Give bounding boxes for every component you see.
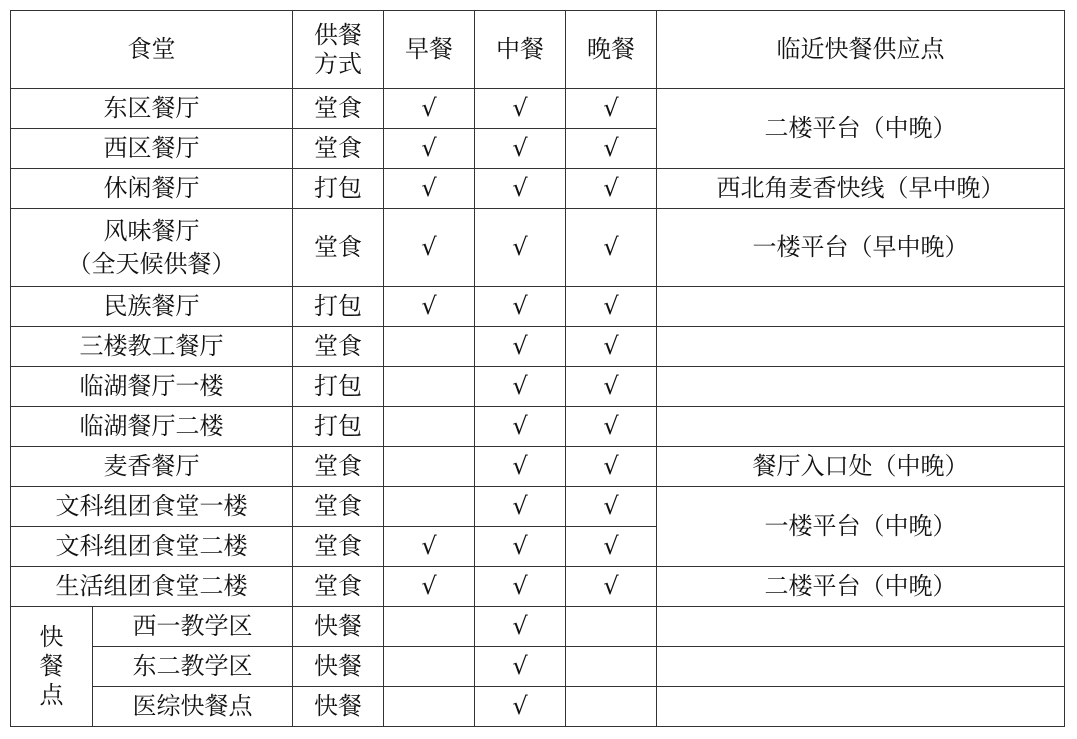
dinner-check-empty xyxy=(566,607,657,647)
dinner-check: √ xyxy=(566,327,657,367)
fast-food-label-char-3: 点 xyxy=(39,680,64,709)
nearby-point-empty xyxy=(657,687,1065,727)
fast-food-label-char-2: 餐 xyxy=(39,652,64,681)
serving-method: 快餐 xyxy=(293,647,384,687)
lunch-check: √ xyxy=(475,209,566,287)
serving-method: 打包 xyxy=(293,287,384,327)
serving-method: 堂食 xyxy=(293,567,384,607)
fast-food-name: 西一教学区 xyxy=(93,607,293,647)
header-canteen: 食堂 xyxy=(11,11,293,89)
table-row xyxy=(11,607,1065,647)
breakfast-check xyxy=(384,447,475,487)
serving-method: 快餐 xyxy=(293,607,384,647)
dinner-check: √ xyxy=(566,89,657,129)
nearby-point-empty xyxy=(657,647,1065,687)
canteen-name-line1: 风味餐厅 xyxy=(103,216,200,245)
nearby-point-empty xyxy=(657,367,1065,407)
lunch-check: √ xyxy=(475,647,566,687)
breakfast-check-empty xyxy=(384,607,475,647)
table-row xyxy=(11,487,1065,527)
dinner-check: √ xyxy=(566,527,657,567)
dinner-check-empty xyxy=(566,687,657,727)
lunch-check: √ xyxy=(475,687,566,727)
serving-method: 堂食 xyxy=(293,89,384,129)
nearby-point-empty xyxy=(657,607,1065,647)
serving-method: 堂食 xyxy=(293,447,384,487)
serving-method: 打包 xyxy=(293,407,384,447)
dinner-check: √ xyxy=(566,567,657,607)
table-row xyxy=(11,287,1065,327)
header-nearby: 临近快餐供应点 xyxy=(657,11,1065,89)
breakfast-check: √ xyxy=(384,567,475,607)
breakfast-check: √ xyxy=(384,89,475,129)
breakfast-check xyxy=(384,487,475,527)
lunch-check: √ xyxy=(475,89,566,129)
nearby-point: 一楼平台（早中晚） xyxy=(657,209,1065,287)
header-method-line1: 供餐 xyxy=(314,20,362,49)
serving-method: 打包 xyxy=(293,367,384,407)
canteen-name: 文科组团食堂一楼 xyxy=(11,487,293,527)
dinner-check: √ xyxy=(566,209,657,287)
lunch-check: √ xyxy=(475,367,566,407)
canteen-name: 麦香餐厅 xyxy=(11,447,293,487)
serving-method: 堂食 xyxy=(293,527,384,567)
breakfast-check xyxy=(384,327,475,367)
breakfast-check-empty xyxy=(384,687,475,727)
lunch-check: √ xyxy=(475,129,566,169)
dinner-check: √ xyxy=(566,447,657,487)
lunch-check: √ xyxy=(475,527,566,567)
serving-method: 堂食 xyxy=(293,487,384,527)
lunch-check: √ xyxy=(475,407,566,447)
header-method-line2: 方式 xyxy=(314,49,362,78)
table-row xyxy=(11,89,1065,129)
lunch-check: √ xyxy=(475,487,566,527)
canteen-name: 临湖餐厅一楼 xyxy=(11,367,293,407)
dinner-check: √ xyxy=(566,129,657,169)
breakfast-check: √ xyxy=(384,129,475,169)
lunch-check: √ xyxy=(475,169,566,209)
nearby-point-empty xyxy=(657,287,1065,327)
breakfast-check-empty xyxy=(384,647,475,687)
table-row xyxy=(11,647,1065,687)
lunch-check: √ xyxy=(475,447,566,487)
nearby-point: 二楼平台（中晚） xyxy=(657,89,1065,169)
table-row xyxy=(11,169,1065,209)
serving-method: 堂食 xyxy=(293,209,384,287)
dinner-check: √ xyxy=(566,487,657,527)
dinner-check: √ xyxy=(566,407,657,447)
nearby-point: 二楼平台（中晚） xyxy=(657,567,1065,607)
lunch-check: √ xyxy=(475,607,566,647)
canteen-name: 民族餐厅 xyxy=(11,287,293,327)
table-row xyxy=(11,447,1065,487)
canteen-schedule-table xyxy=(10,10,1065,727)
nearby-point: 餐厅入口处（中晚） xyxy=(657,447,1065,487)
table-row xyxy=(11,367,1065,407)
canteen-name: 休闲餐厅 xyxy=(11,169,293,209)
nearby-point-empty xyxy=(657,407,1065,447)
nearby-point: 一楼平台（中晚） xyxy=(657,487,1065,567)
canteen-name: 东区餐厅 xyxy=(11,89,293,129)
table-row xyxy=(11,327,1065,367)
lunch-check: √ xyxy=(475,327,566,367)
lunch-check: √ xyxy=(475,287,566,327)
nearby-point: 西北角麦香快线（早中晚） xyxy=(657,169,1065,209)
serving-method: 堂食 xyxy=(293,129,384,169)
table-row xyxy=(11,407,1065,447)
fast-food-name: 东二教学区 xyxy=(93,647,293,687)
breakfast-check: √ xyxy=(384,169,475,209)
nearby-point-empty xyxy=(657,327,1065,367)
breakfast-check: √ xyxy=(384,287,475,327)
table-row xyxy=(11,209,1065,287)
lunch-check: √ xyxy=(475,567,566,607)
breakfast-check: √ xyxy=(384,209,475,287)
table-row xyxy=(11,567,1065,607)
fast-food-label-char-1: 快 xyxy=(39,623,64,652)
dinner-check-empty xyxy=(566,647,657,687)
header-method xyxy=(293,11,384,89)
canteen-name: 西区餐厅 xyxy=(11,129,293,169)
dinner-check: √ xyxy=(566,367,657,407)
breakfast-check: √ xyxy=(384,527,475,567)
header-dinner: 晚餐 xyxy=(566,11,657,89)
canteen-name: 临湖餐厅二楼 xyxy=(11,407,293,447)
header-breakfast: 早餐 xyxy=(384,11,475,89)
canteen-name: 三楼教工餐厅 xyxy=(11,327,293,367)
fast-food-group-label xyxy=(11,607,93,727)
header-lunch: 中餐 xyxy=(475,11,566,89)
serving-method: 打包 xyxy=(293,169,384,209)
canteen-name-line2: （全天候供餐） xyxy=(67,249,236,278)
canteen-name: 文科组团食堂二楼 xyxy=(11,527,293,567)
breakfast-check xyxy=(384,407,475,447)
dinner-check: √ xyxy=(566,169,657,209)
serving-method: 堂食 xyxy=(293,327,384,367)
serving-method: 快餐 xyxy=(293,687,384,727)
fast-food-name: 医综快餐点 xyxy=(93,687,293,727)
canteen-name: 生活组团食堂二楼 xyxy=(11,567,293,607)
table-row xyxy=(11,687,1065,727)
breakfast-check xyxy=(384,367,475,407)
header-row xyxy=(11,11,1065,89)
dinner-check: √ xyxy=(566,287,657,327)
canteen-name xyxy=(11,209,293,287)
